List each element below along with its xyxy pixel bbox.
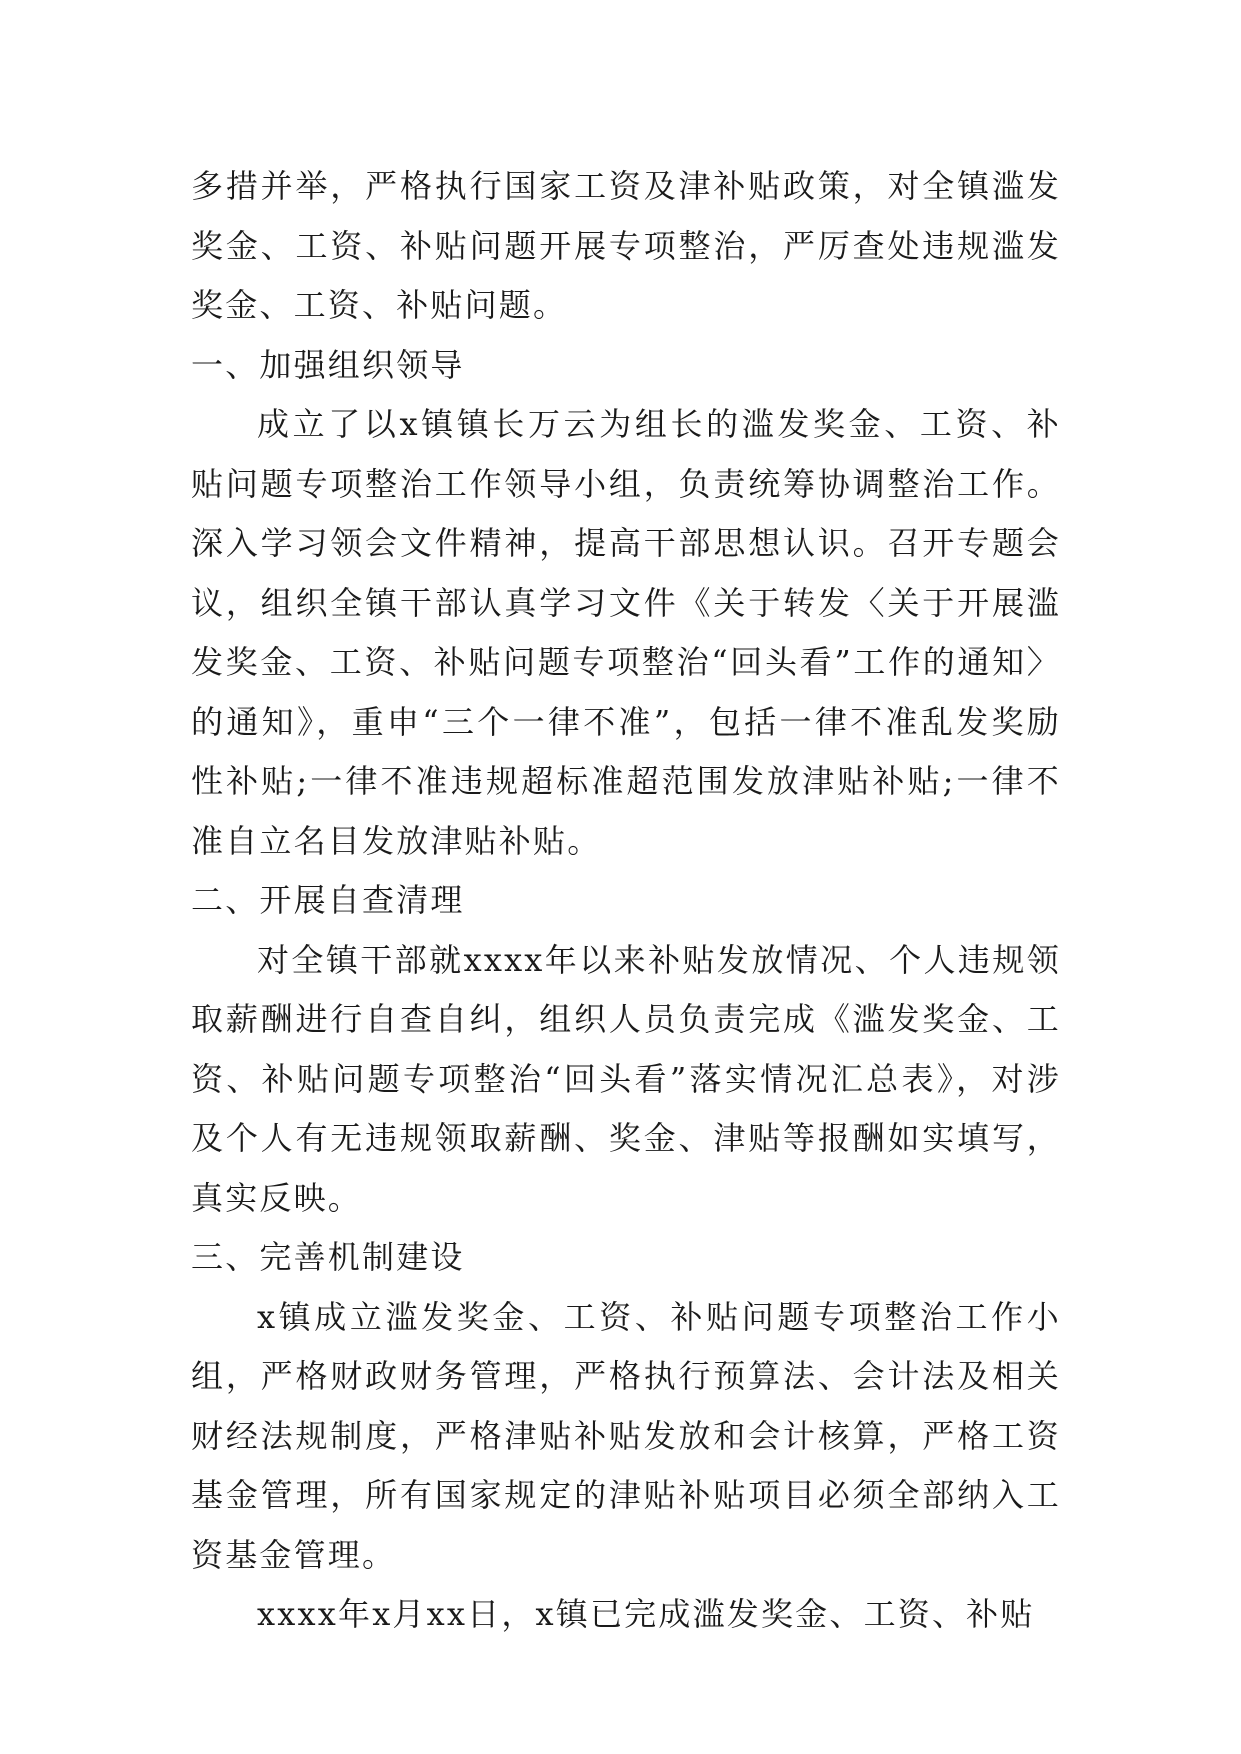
section-heading-3: 三、完善机制建设 <box>191 1238 465 1276</box>
section-2-paragraph: 对全镇干部就xxxx年以来补贴发放情况、个人违规领取薪酬进行自查自纠，组织人员负责完成《滥发奖金、工资、补贴问题专项整治“回头看”落实情况汇总表》，对涉及个人有无违规领取薪酬、奖金、津贴等报酬如实填写，真实反映。 <box>191 940 1061 1217</box>
section-1-paragraph: 成立了以x镇镇长万云为组长的滥发奖金、工资、补贴问题专项整治工作领导小组，负责统筹协调整治工作。深入学习领会文件精神，提高干部思想认识。召开专题会议，组织全镇干部认真学习文件《关于转发〈关于开展滥发奖金、工资、补贴问题专项整治“回头看”工作的通知〉的通知》，重申“三个一律不准”，包括一律不准乱发奖励性补贴;一律不准违规超标准超范围发放津贴补贴;一律不准自立名目发放津贴补贴。 <box>191 405 1061 860</box>
section-heading-1: 一、加强组织领导 <box>191 345 465 384</box>
closing-paragraph: xxxx年x月xx日，x镇已完成滥发奖金、工资、补贴 <box>257 1595 1035 1633</box>
intro-paragraph: 多措并举，严格执行国家工资及津补贴政策，对全镇滥发奖金、工资、补贴问题开展专项整治，严厉查处违规滥发奖金、工资、补贴问题。 <box>191 167 1061 324</box>
section-heading-2: 二、开展自查清理 <box>191 881 465 919</box>
section-3-paragraph: x镇成立滥发奖金、工资、补贴问题专项整治工作小组，严格财政财务管理，严格执行预算法、会计法及相关财经法规制度，严格津贴补贴发放和会计核算，严格工资基金管理，所有国家规定的津贴补贴项目必须全部纳入工资基金管理。 <box>191 1297 1061 1574</box>
document-body <box>191 157 1061 1645</box>
